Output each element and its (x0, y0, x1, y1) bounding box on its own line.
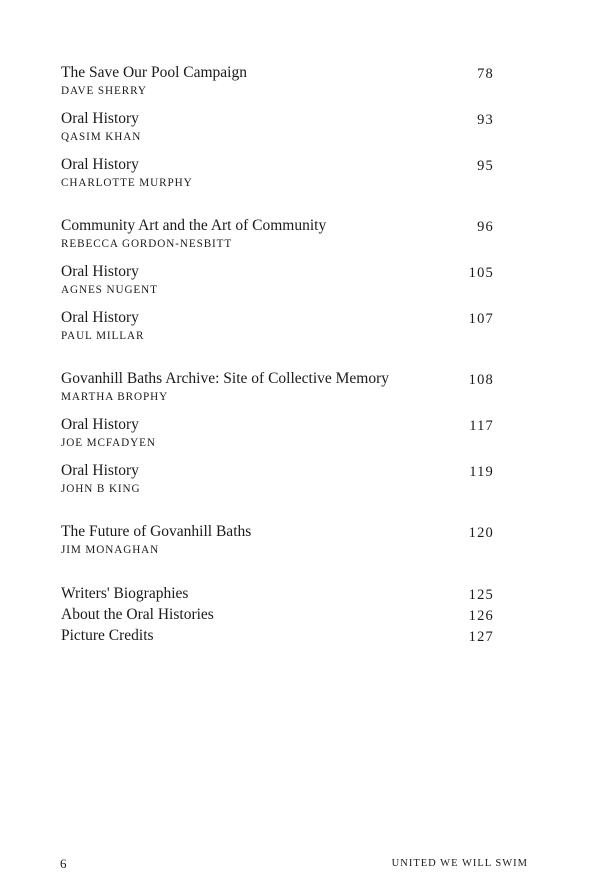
toc-entry (61, 262, 494, 296)
toc-entry-author: PAUL MILLAR (61, 330, 145, 342)
toc-entry-author: REBECCA GORDON-NESBITT (61, 238, 233, 250)
toc-entry-page: 107 (468, 311, 494, 327)
toc-entry-title: Oral History (61, 416, 139, 433)
toc-entry-page: 93 (477, 112, 494, 128)
toc-entry-page: 119 (469, 464, 494, 480)
toc-entry-title: Oral History (61, 309, 139, 326)
toc-entry-title: Oral History (61, 462, 139, 479)
toc-entry-author: JOE MCFADYEN (61, 437, 156, 449)
toc-entry-page: 117 (469, 418, 494, 434)
toc-entry (61, 461, 494, 495)
toc-entry-title: Writers' Biographies (61, 585, 189, 602)
toc-entry (61, 415, 494, 449)
toc-entry (61, 605, 494, 627)
toc-entry (61, 308, 494, 342)
toc-entry-title: The Save Our Pool Campaign (61, 64, 247, 81)
footer-page-number: 6 (60, 856, 67, 871)
toc-entry (61, 216, 494, 250)
toc-entry-title: Oral History (61, 263, 139, 280)
toc-entry (61, 155, 494, 189)
toc-entry-page: 95 (477, 158, 494, 174)
toc-entry-author: QASIM KHAN (61, 131, 142, 143)
toc-entry-title: Picture Credits (61, 627, 154, 644)
toc-entry-title: Oral History (61, 156, 139, 173)
toc-entry-title: Community Art and the Art of Community (61, 217, 327, 234)
toc-entry (61, 522, 494, 556)
toc-entry-author: CHARLOTTE MURPHY (61, 177, 193, 189)
footer-book-title: UNITED WE WILL SWIM (391, 858, 528, 869)
toc-entry-page: 96 (477, 219, 494, 235)
toc-entry-author: AGNES NUGENT (61, 284, 158, 296)
toc-entry-page: 127 (468, 629, 494, 645)
toc-entry-title: About the Oral Histories (61, 606, 214, 623)
toc-entry-author: JOHN B KING (61, 483, 141, 495)
toc-entry-author: DAVE SHERRY (61, 85, 147, 97)
toc-entry-page: 126 (468, 608, 494, 624)
toc-entry-page: 108 (468, 372, 494, 388)
toc-entry (61, 369, 494, 403)
toc-entry (61, 626, 494, 648)
toc-entry-author: JIM MONAGHAN (61, 544, 160, 556)
toc-entry-page: 120 (468, 525, 494, 541)
toc-entry-title: The Future of Govanhill Baths (61, 523, 252, 540)
toc-entry-page: 105 (468, 265, 494, 281)
toc-entry-title: Oral History (61, 110, 139, 127)
toc-entry-page: 78 (477, 66, 494, 82)
toc-entry-page: 125 (468, 587, 494, 603)
toc-entry (61, 63, 494, 97)
toc-entry (61, 109, 494, 143)
toc-entry-author: MARTHA BROPHY (61, 391, 169, 403)
toc-entry (61, 584, 494, 606)
toc-entry-title: Govanhill Baths Archive: Site of Collective Memory (61, 370, 390, 387)
